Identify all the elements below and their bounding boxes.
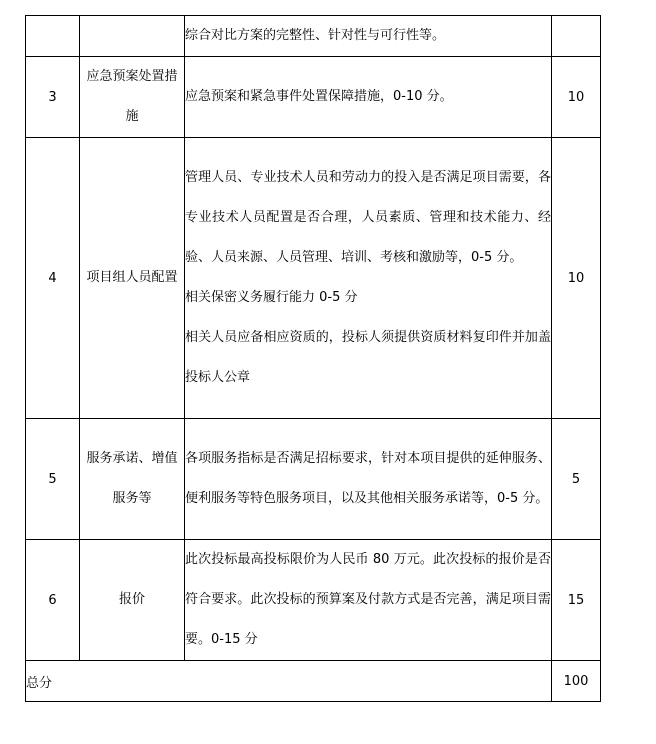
item-score: 5 <box>552 419 601 540</box>
description-paragraph: 此次投标最高投标限价为人民币 80 万元。此次投标的报价是否符合要求。此次投标的预算案及付款方式是否完善，满足项目需要。0-15 分 <box>185 552 551 647</box>
description-paragraph: 应急预案和紧急事件处置保障措施，0-10 分。 <box>185 89 453 104</box>
row-number: 6 <box>26 540 80 661</box>
item-score: 10 <box>552 138 601 419</box>
table-row <box>26 138 601 419</box>
description-paragraph: 综合对比方案的完整性、针对性与可行性等。 <box>185 28 446 43</box>
table-row <box>26 16 601 57</box>
table-row <box>26 419 601 540</box>
table-row <box>26 540 601 661</box>
item-name-text: 服务承诺、增值服务等 <box>86 451 178 506</box>
description-paragraph: 管理人员、专业技术人员和劳动力的投入是否满足项目需要，各专业技术人员配置是否合理，人员素质、管理和技术能力、经验、人员来源、人员管理、培训、考核和激励等，0-5 分。 <box>185 170 551 265</box>
row-number: 5 <box>26 419 80 540</box>
table-row <box>26 57 601 138</box>
item-description <box>185 138 552 419</box>
item-name <box>80 419 185 540</box>
scoring-table <box>25 15 601 702</box>
item-score <box>552 16 601 57</box>
row-number: 3 <box>26 57 80 138</box>
item-description <box>185 57 552 138</box>
description-paragraph: 相关保密义务履行能力 0-5 分 <box>185 290 358 305</box>
row-number <box>26 16 80 57</box>
description-paragraph: 相关人员应备相应资质的，投标人须提供资质材料复印件并加盖投标人公章 <box>185 330 551 385</box>
item-name-text: 报价 <box>118 592 145 607</box>
total-label: 总分 <box>26 661 552 702</box>
item-score: 15 <box>552 540 601 661</box>
item-score: 10 <box>552 57 601 138</box>
item-description <box>185 540 552 661</box>
total-score: 100 <box>552 661 601 702</box>
item-name <box>80 16 185 57</box>
item-description <box>185 419 552 540</box>
item-description <box>185 16 552 57</box>
item-name <box>80 138 185 419</box>
description-paragraph: 各项服务指标是否满足招标要求，针对本项目提供的延伸服务、便利服务等特色服务项目，以及其他相关服务承诺等，0-5 分。 <box>185 451 551 506</box>
row-number: 4 <box>26 138 80 419</box>
item-name <box>80 540 185 661</box>
item-name-text: 应急预案处置措施 <box>86 69 178 124</box>
item-name-text: 项目组人员配置 <box>86 270 178 285</box>
item-name <box>80 57 185 138</box>
total-row <box>26 661 601 702</box>
